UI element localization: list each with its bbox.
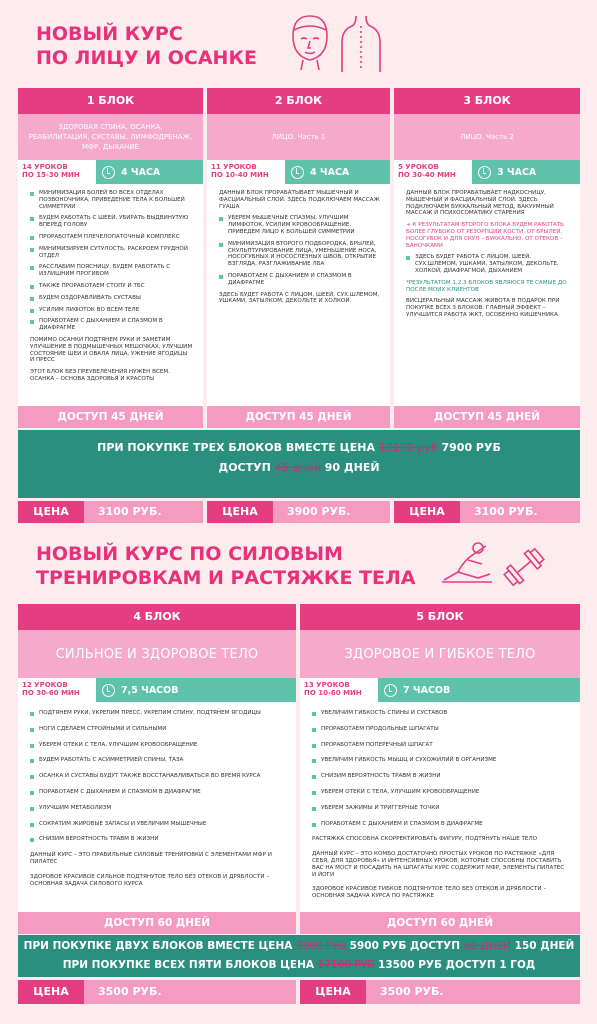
block-2-content <box>207 184 390 305</box>
paragraph: ПОМИМО ОСАНКИ ПОДТЯНЕМ РУКИ И ЗАМЕТИМ УЛУЧШЕНИЕ В ПОДМЫШЕЧНЫХ МЕШОЧКАХ, УЛУЧШИМ СОСТОЯНИЕ ШЕИ И ОВАЛА ЛИЦА, УЖЕНИЕ ЯГОДИЦЫ И ПРЕСС <box>30 336 193 364</box>
new-access: 90 ДНЕЙ <box>324 461 380 474</box>
list-item: МИНИМИЗИРУЕМ СУТУЛОСТЬ, РАСКРОЕМ ГРУДНОЙ ОТДЕЛ <box>30 246 193 260</box>
list-item: БУДЕМ РАБОТАТЬ С ШЕЕЙ, УБИРАТЬ ВЫДВИНУТУЮ ВПЕРЕД ГОЛОВУ <box>30 215 193 229</box>
price-label: ЦЕНА <box>394 501 460 523</box>
section2-title-line1: НОВЫЙ КУРС ПО СИЛОВЫМ <box>36 543 343 565</box>
price-label: ЦЕНА <box>300 980 366 1004</box>
old-access: 45 дней <box>274 461 321 474</box>
block-5-lessons-row <box>300 678 580 702</box>
access-badge: ДОСТУП 60 ДНЕЙ <box>18 912 296 934</box>
bundle-text: ПРИ ПОКУПКЕ ВСЕХ ПЯТИ БЛОКОВ ЦЕНА <box>62 959 315 971</box>
bundle-offer <box>18 430 580 498</box>
old-price: 10100 руб <box>378 441 438 454</box>
list-item: МИНИМИЗАЦИЯ БОЛЕЙ ВО ВСЕХ ОТДЕЛАХ ПОЗВОНОЧНИКА, ПРИВЕДЕНИЕ ТЕЛА К БОЛЬШЕЙ СИММЕТРИИ <box>30 190 193 210</box>
list-item: БУДЕМ ОЗДОРАВЛИВАТЬ СУСТАВЫ <box>30 295 193 302</box>
block-5-content <box>300 702 580 900</box>
block-1-card <box>18 88 203 406</box>
block-3-header: 3 БЛОК <box>394 88 580 114</box>
block-2-lessons-row <box>207 160 390 184</box>
lessons-length: ПО 10-40 МИН <box>211 171 269 179</box>
price-value: 3500 РУБ. <box>366 980 580 1004</box>
price-row <box>300 980 580 1004</box>
list-item: УБЕРЕМ ОТЕКИ С ТЕЛА, УЛУЧШИМ КРОВООБРАЩЕНИЕ <box>312 789 570 796</box>
back-icon <box>338 12 384 76</box>
duration: 7,5 ЧАСОВ <box>121 684 179 696</box>
bundle-text: ДОСТУП <box>218 461 271 474</box>
paragraph: ДАННЫЙ БЛОК ПРОРАБАТЫВАЕТ НАДКОСНИЦУ, МЫШЕЧНЫЙ И ФАСЦИАЛЬНЫЙ СЛОЙ. ЗДЕСЬ ПОДКЛЮЧАЕМ БУККАЛЬНЫЙ МЕТОД, ВАКУУМНЫЙ МАССАЖ И ПСИХОСОМАТИКУ СТАРЕНИЯ <box>406 190 554 217</box>
section2-title-line2: ТРЕНИРОВКАМ И РАСТЯЖКЕ ТЕЛА <box>36 567 416 589</box>
clock-icon <box>384 684 397 697</box>
list-item: ПОРАБОТАЕМ С ДЫХАНИЕМ И СПАЗМОМ В ДИАФРАГМЕ <box>30 318 193 332</box>
lessons-length: ПО 10-60 МИН <box>304 689 362 697</box>
access-badge: ДОСТУП 45 ДНЕЙ <box>207 406 390 428</box>
paragraph: ДАННЫЙ КУРС – ЭТО ПРАВИЛЬНЫЕ СИЛОВЫЕ ТРЕНИРОВКИ С ЭЛЕМЕНТАМИ МФР И ПИЛАТЕС <box>30 852 272 865</box>
block-3-card <box>394 88 580 406</box>
new-access: 150 ДНЕЙ <box>514 940 575 952</box>
block-4-subtitle: СИЛЬНОЕ И ЗДОРОВОЕ ТЕЛО <box>18 630 296 678</box>
list-item: УСИЛИМ ЛИФОТОК ВО ВСЕМ ТЕЛЕ <box>30 307 193 314</box>
old-access: 60 ДНЕЙ <box>463 940 511 952</box>
lessons-length: ПО 30-60 МИН <box>22 689 80 697</box>
price-value: 3900 РУБ. <box>273 501 390 523</box>
old-price: 17100 РУБ <box>317 959 375 971</box>
lessons-count: 13 УРОКОВ <box>304 681 350 689</box>
lessons-count: 14 УРОКОВ <box>22 163 68 171</box>
list-item: НОГИ СДЕЛАЕМ СТРОЙНЫМИ И СИЛЬНЫМИ <box>30 726 286 733</box>
stretch-icon <box>438 538 494 586</box>
price-row <box>207 501 390 523</box>
bundle-text: ПРИ ПОКУПКЕ ДВУХ БЛОКОВ ВМЕСТЕ ЦЕНА <box>23 940 293 952</box>
price-label: ЦЕНА <box>207 501 273 523</box>
paragraph: ЗДЕСЬ БУДЕТ РАБОТА С ЛИЦОМ, ШЕЕЙ, СУХ.ШЛЕМОМ, УШКАМИ, ЗАТЫЛКОМ, ДЕКОЛЬТЕ И ХОЛКОЙ. <box>219 291 380 305</box>
lessons-length: ПО 30-40 МИН <box>398 171 456 179</box>
list-item: ТАКЖЕ ПРОРАБОТАЕМ СТОПУ И ТБС <box>30 283 193 290</box>
list-item: УЛУЧШИМ МЕТАБОЛИЗМ <box>30 805 286 812</box>
paragraph: ДАННЫЙ КУРС – ЭТО КОМБО ДОСТАТОЧНО ПРОСТЫХ УРОКОВ ПО РАСТЯЖКЕ «ДЛЯ СЕБЯ, ДЛЯ ЗДОРОВЬЯ» И ИНТЕНСИВНЫХ УРОКОВ, КОТОРЫЕ СПОСОБНЫ ПОСТАВИТЬ ВАС НА МОСТ И ПОСАДИТЬ НА ШПАГАТЫ КУРС СОДЕРЖИТ МФР, ЭЛЕМЕНТЫ ПИЛАТЕС И ЙОГИ <box>312 851 565 878</box>
old-price: 7000 РУБ <box>296 940 347 952</box>
list-item: УВЕЛИЧИМ ГИБКОСТЬ СПИНЫ И СУСТАВОВ <box>312 710 570 717</box>
clock-icon <box>102 684 115 697</box>
price-row <box>18 980 296 1004</box>
list-item: ПРОРАБОТАЕМ ПОПЕРЕЧНЫЙ ШПАГАТ <box>312 742 570 749</box>
price-value: 3500 РУБ. <box>84 980 296 1004</box>
block-5-card <box>300 604 580 912</box>
duration: 4 ЧАСА <box>310 166 350 178</box>
list-item: ПОРАБОТАЕМ С ДЫХАНИЕМ И СПАЗМОМ В ДИАФРАГМЕ <box>219 273 380 287</box>
clock-icon <box>102 166 115 179</box>
lessons-count: 5 УРОКОВ <box>398 163 439 171</box>
access-badge: ДОСТУП 45 ДНЕЙ <box>18 406 203 428</box>
block-3-content <box>394 184 580 319</box>
block-1-header: 1 БЛОК <box>18 88 203 114</box>
list-item: СОКРАТИМ ЖИРОВЫЕ ЗАПАСЫ И УВЕЛИЧИМ МЫШЕЧНЫЕ <box>30 821 286 828</box>
price-row <box>18 501 203 523</box>
section1-title-line1: НОВЫЙ КУРС <box>36 23 183 45</box>
paragraph: ЗДОРОВОЕ КРАСИВОЕ ГИБКОЕ ПОДТЯНУТОЕ ТЕЛО БЕЗ ОТЕКОВ И ДРЯБЛОСТИ – ОСНОВНАЯ ЗАДАЧА КУРСА ПО РАСТЯЖКЕ <box>312 886 547 900</box>
list-item: МИНИМИЗАЦИЯ ВТОРОГО ПОДБОРОДКА, БРЫЛЕЙ, СКУЛЬПТУРИРОВАНИЕ ЛИЦА, УМЕНЬШЕНИЕ НОСА, НОСОГУБНЫХ И НОСОСЛЕЗНЫХ ШВОВ, ОТКРЫТИЕ ВЗГЛЯДА, РАЗГЛАЖИВАНИЕ ЛБА <box>219 241 380 268</box>
paragraph: РАСТЯЖКА СПОСОБНА СКОРРЕКТИРОВАТЬ ФИГУРУ, ПОДТЯНУТЬ НАШЕ ТЕЛО <box>312 836 538 843</box>
section1-title-line2: ПО ЛИЦУ И ОСАНКЕ <box>36 47 257 69</box>
face-icon <box>285 10 335 76</box>
block-4-header: 4 БЛОК <box>18 604 296 630</box>
duration: 4 ЧАСА <box>121 166 161 178</box>
block-3-lessons-row <box>394 160 580 184</box>
block-4-content <box>18 702 296 887</box>
price-label: ЦЕНА <box>18 501 84 523</box>
note: + К РЕЗУЛЬТАТАМ ВТОРОГО БЛОКА БУДЕМ РАБОТАТЬ БОЛЕЕ ГЛУБОКО ОТ РЕЗОРПЦИИ КОСТИ. ОТ БРЫЛЕЙ, НОСОГУБОК И ДЛЯ СКУЛ – БУККАЛЬНО. ОТ ОТЕКОВ – БАНОЧКАМИ <box>406 222 564 249</box>
price-label: ЦЕНА <box>18 980 84 1004</box>
clock-icon <box>478 166 491 179</box>
list-item: УБЕРЕМ МЫШЕЧНЫЕ СПАЗМЫ, УЛУЧШИМ ЛИМФОТОК, УСИЛИМ КРОВООБРАЩЕНИЕ, ПРИВЕДЕМ ЛИЦО К БОЛЬШЕЙ СИММЕТРИИ <box>219 215 380 235</box>
list-item: БУДЕМ РАБОТАТЬ С АСИММЕТРИЕЙ СПИНЫ, ТАЗА <box>30 757 286 764</box>
block-1-subtitle: ЗДОРОВАЯ СПИНА, ОСАНКА, РЕАБИЛИТАЦИЯ, СУСТАВЫ, ЛИМФОДРЕНАЖ, МФР, ДЫХАНИЕ <box>18 114 203 160</box>
block-2-card <box>207 88 390 406</box>
list-item: РАССЛАБИМ ПОЯСНИЦУ, БУДЕМ РАБОТАТЬ С ИЗЛИШНИМ ПРОГИБОМ <box>30 264 193 278</box>
list-item: ЗДЕСЬ БУДЕТ РАБОТА С ЛИЦОМ, ШЕЕЙ, СУХ.ШЛЕМОМ, УШКАМИ, ЗАТЫЛКОМ, ДЕКОЛЬТЕ, ХОЛКОЙ, ДИАФРАГМОЙ, ДЫХАНИЕМ <box>406 254 570 274</box>
paragraph: ВИСЦЕРАЛЬНЫЙ МАССАЖ ЖИВОТА В ПОДАРОК ПРИ ПОКУПКЕ ВСЕХ 3 БЛОКОВ. ГЛАВНЫЙ ЭФФЕКТ – УЛУЧШИТСЯ РАБОТА ЖКТ, ОСОБЕННО КИШЕЧНИКА <box>406 298 560 318</box>
list-item: СНИЗИМ ВЕРОЯТНОСТЬ ТРАВМ В ЖИЗНИ <box>312 773 570 780</box>
block-4-card <box>18 604 296 912</box>
block-1-lessons-row <box>18 160 203 184</box>
block-5-header: 5 БЛОК <box>300 604 580 630</box>
bundle-text: ПРИ ПОКУПКЕ ТРЕХ БЛОКОВ ВМЕСТЕ ЦЕНА <box>97 441 376 454</box>
lessons-count: 11 УРОКОВ <box>211 163 257 171</box>
new-price: 7900 РУБ <box>441 441 501 454</box>
new-price: 5900 РУБ ДОСТУП <box>349 940 461 952</box>
list-item: УБЕРЕМ ЗАЖИМЫ И ТРИГГЕРНЫЕ ТОЧКИ <box>312 805 570 812</box>
price-row <box>394 501 580 523</box>
list-item: ПОРАБОТАЕМ С ДЫХАНИЕМ И СПАЗМОМ В ДИАФРАГМЕ <box>30 789 286 796</box>
list-item: ОСАНКА И СУСТАВЫ БУДУТ ТАКЖЕ ВОССТАНАВЛИВАТЬСЯ ВО ВРЕМЯ КУРСА <box>30 773 286 780</box>
block-2-subtitle: ЛИЦО. Часть 1 <box>207 114 390 160</box>
price-value: 3100 РУБ. <box>460 501 580 523</box>
lessons-length: ПО 15-30 МИН <box>22 171 80 179</box>
block-3-subtitle: ЛИЦО. Часть 2 <box>394 114 580 160</box>
list-item: ПОДТЯНЕМ РУКИ, УКРЕПИМ ПРЕСС, УКРЕПИМ СПИНУ, ПОДТЯНЕМ ЯГОДИЦЫ <box>30 710 286 717</box>
access-badge: ДОСТУП 60 ДНЕЙ <box>300 912 580 934</box>
list-item: ПРОРАБОТАЕМ ПЛЕЧЕЛОПАТОЧНЫЙ КОМПЛЕКС <box>30 234 193 241</box>
block-1-content <box>18 184 203 383</box>
list-item: СНИЗИМ ВЕРОЯТНОСТЬ ТРАВМ В ЖИЗНИ <box>30 836 286 843</box>
list-item: ПРОРАБОТАЕМ ПРОДОЛЬНЫЕ ШПАГАТЫ <box>312 726 570 733</box>
note: *РЕЗУЛЬТАТОМ 1,2,3 БЛОКОВ ЯВЛЯЮСЯ ТЕ САМЫЕ ДО ПОСЛЕ МОИХ КЛИЕНТОВ <box>406 279 567 293</box>
duration: 3 ЧАСА <box>497 166 537 178</box>
lessons-count: 12 УРОКОВ <box>22 681 68 689</box>
access-badge: ДОСТУП 45 ДНЕЙ <box>394 406 580 428</box>
price-value: 3100 РУБ. <box>84 501 203 523</box>
paragraph: ЭТОТ БЛОК БЕЗ ПРЕУВЕЛЕЧЕНИЯ НУЖЕН ВСЕМ. ОСАНКА – ОСНОВА ЗДОРОВЬЯ И КРАСОТЫ <box>30 369 170 382</box>
list-item: УВЕЛИЧИМ ГИБКОСТЬ МЫШЦ И СУХОЖИЛИЙ В ОРГАНИЗМЕ <box>312 757 570 764</box>
paragraph: ДАННЫЙ БЛОК ПРОРАБАТЫВАЕТ МЫШЕЧНЫЙ И ФАСЦИАЛЬНЫЙ СЛОЙ. ЗДЕСЬ ПОДКЛЮЧАЕМ МАССАЖ ГУАША <box>219 190 380 210</box>
bundle-offer <box>18 935 580 977</box>
list-item: ПОРАБОТАЕМ С ДЫХАНИЕМ И СПАЗМОМ В ДИАФРАГМЕ <box>312 821 570 828</box>
new-price: 13500 РУБ ДОСТУП 1 ГОД <box>378 959 536 971</box>
block-4-lessons-row <box>18 678 296 702</box>
paragraph: ЗДОРОВОЕ КРАСИВОЕ СИЛЬНОЕ ПОДТЯНУТОЕ ТЕЛО БЕЗ ОТЕКОВ И ДРЯБЛОСТИ – ОСНОВНАЯ ЗАДАЧА СИЛОВОГО КУРСА <box>30 873 270 887</box>
clock-icon <box>291 166 304 179</box>
dumbbell-icon <box>502 546 546 588</box>
block-5-subtitle: ЗДОРОВОЕ И ГИБКОЕ ТЕЛО <box>300 630 580 678</box>
duration: 7 ЧАСОВ <box>403 684 451 696</box>
block-2-header: 2 БЛОК <box>207 88 390 114</box>
list-item: УБЕРЕМ ОТЕКИ С ТЕЛА, УЛУЧШИМ КРОВООБРАЩЕНИЕ <box>30 742 286 749</box>
